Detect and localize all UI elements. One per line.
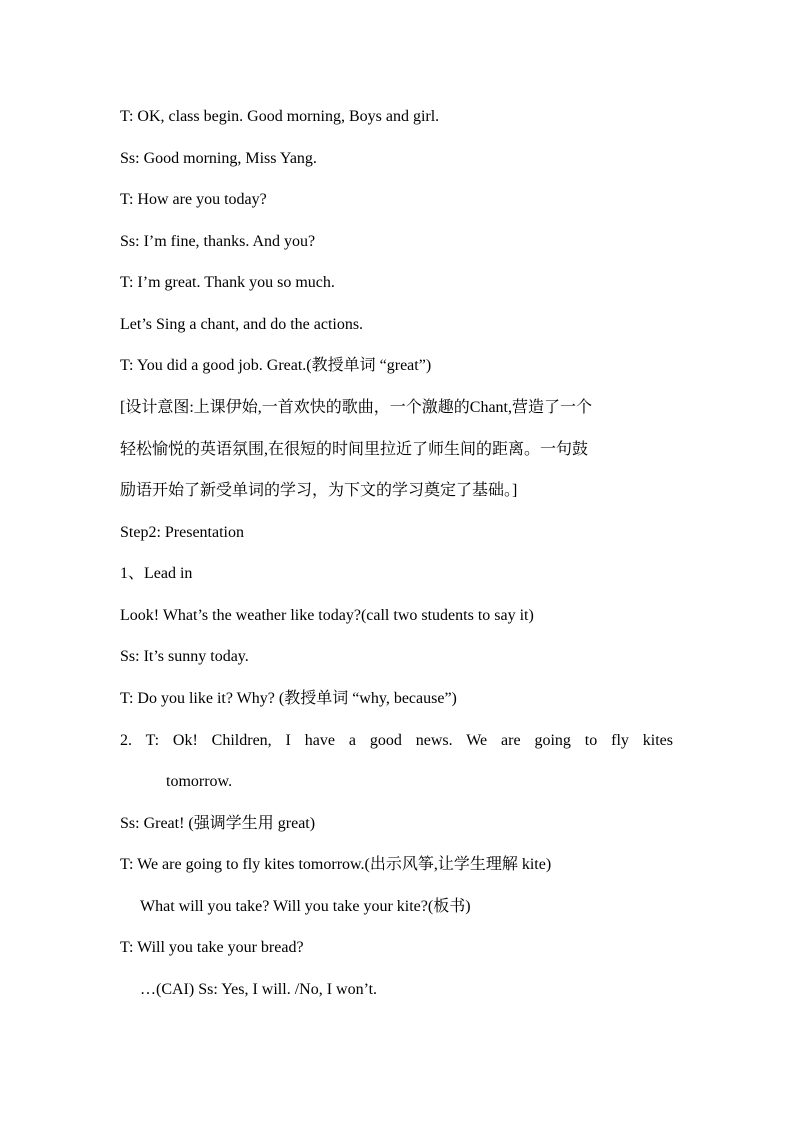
text-line: Let’s Sing a chant, and do the actions. [120, 316, 364, 333]
text-line: T: OK, class begin. Good morning, Boys and girl. [120, 108, 440, 125]
text-line: 励语开始了新受单词的学习，为下文的学习奠定了基础。] [120, 482, 518, 499]
text-line: tomorrow. [166, 773, 233, 790]
step-heading: Step2: Presentation [120, 524, 244, 541]
text-line: T: Do you like it? Why? (教授单词 “why, because”) [120, 690, 457, 707]
text-line: [设计意图:上课伊始,一首欢快的歌曲，一个激趣的Chant,营造了一个 [120, 399, 592, 416]
text-line: 轻松愉悦的英语氛围,在很短的时间里拉近了师生间的距离。一句鼓 [120, 441, 589, 458]
text-line: What will you take? Will you take your kite?(板书) [140, 898, 471, 915]
text-line: T: You did a good job. Great.(教授单词 “great”) [120, 357, 432, 374]
text-line: T: I’m great. Thank you so much. [120, 274, 335, 291]
text-line: T: Will you take your bread? [120, 939, 304, 956]
section-heading: 1、Lead in [120, 565, 193, 582]
text-line: T: How are you today? [120, 191, 267, 208]
text-line: Ss: I’m fine, thanks. And you? [120, 233, 316, 250]
text-line: Ss: It’s sunny today. [120, 648, 249, 665]
text-line: Look! What’s the weather like today?(call two students to say it) [120, 607, 534, 624]
text-line: Ss: Great! (强调学生用 great) [120, 815, 316, 832]
text-line: Ss: Good morning, Miss Yang. [120, 150, 317, 167]
text-line: T: We are going to fly kites tomorrow.(出示风筝,让学生理解 kite) [120, 856, 552, 873]
text-line: …(CAI) Ss: Yes, I will. /No, I won’t. [140, 981, 378, 998]
text-line: 2. T: Ok! Children, I have a good news. We are going to fly kites [120, 732, 673, 749]
